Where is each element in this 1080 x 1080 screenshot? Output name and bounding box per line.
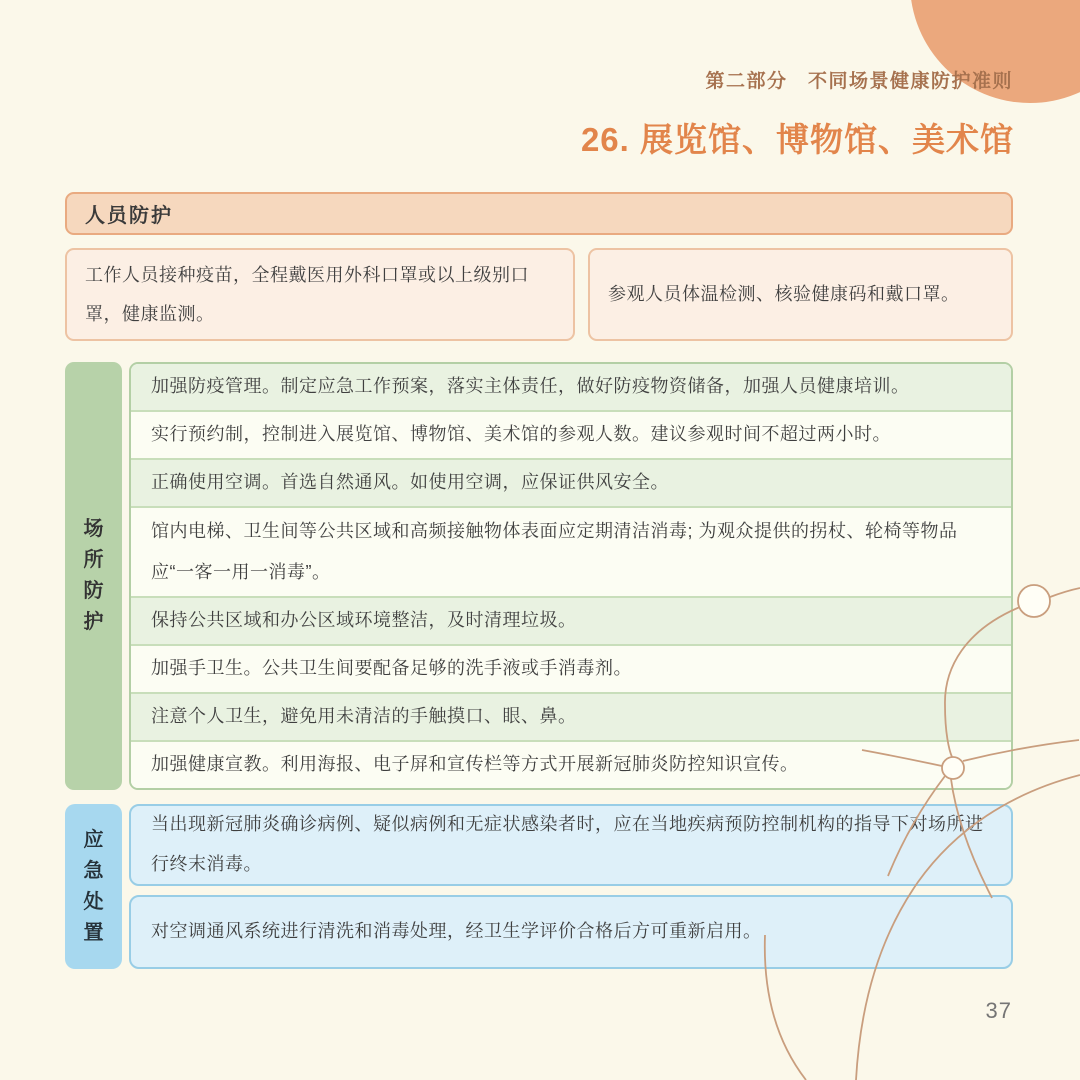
section-emergency-label: 应急处置: [83, 828, 104, 944]
venue-rule-text: 馆内电梯、卫生间等公共区域和高频接触物体表面应定期清洁消毒; 为观众提供的拐杖、轮椅等物品应“一客一用一消毒”。: [151, 520, 958, 582]
section-emergency-label-box: [65, 804, 122, 969]
venue-rule-text: 加强防疫管理。制定应急工作预案，落实主体责任，做好防疫物资储备，加强人员健康培训。: [151, 376, 910, 397]
venue-rule-text: 注意个人卫生，避免用未清洁的手触摸口、眼、鼻。: [151, 706, 577, 727]
emergency-rule-text: 当出现新冠肺炎确诊病例、疑似病例和无症状感染者时，应在当地疾病预防控制机构的指导下对场所进行终末消毒。: [151, 814, 984, 874]
venue-rule-row: [131, 506, 1011, 596]
venue-rule-row: [131, 410, 1011, 458]
venue-rule-row: [131, 364, 1011, 410]
emergency-rule-row: [129, 895, 1013, 969]
section-venue-label: 场所防护: [83, 518, 104, 633]
venue-rule-row: [131, 458, 1011, 506]
emergency-rule-row: [129, 804, 1013, 886]
personnel-boxes: [65, 248, 1013, 341]
venue-rule-row: [131, 740, 1011, 788]
section-venue: [65, 362, 1013, 790]
emergency-rules: [129, 804, 1013, 969]
page-number: 37: [985, 998, 1012, 1023]
personnel-item: [588, 248, 1013, 341]
section-personnel-header: [65, 192, 1013, 235]
venue-rule-text: 加强手卫生。公共卫生间要配备足够的洗手液或手消毒剂。: [151, 658, 632, 679]
emergency-rule-text: 对空调通风系统进行清洗和消毒处理，经卫生学评价合格后方可重新启用。: [151, 921, 762, 942]
personnel-item-text: 参观人员体温检测、核验健康码和戴口罩。: [608, 284, 960, 305]
venue-rule-text: 正确使用空调。首选自然通风。如使用空调，应保证供风安全。: [151, 472, 669, 493]
venue-rules-table: [129, 362, 1013, 790]
part-header: 第二部分 不同场景健康防护准则: [705, 71, 1013, 92]
personnel-item-text: 工作人员接种疫苗，全程戴医用外科口罩或以上级别口罩，健康监测。: [85, 264, 529, 324]
venue-rule-text: 保持公共区域和办公区域环境整洁，及时清理垃圾。: [151, 610, 577, 631]
section-emergency: [65, 804, 1013, 969]
section-venue-label-box: [65, 362, 122, 790]
venue-rule-text: 实行预约制，控制进入展览馆、博物馆、美术馆的参观人数。建议参观时间不超过两小时。: [151, 424, 891, 445]
venue-rule-row: [131, 692, 1011, 740]
venue-rule-text: 加强健康宣教。利用海报、电子屏和宣传栏等方式开展新冠肺炎防控知识宣传。: [151, 754, 799, 775]
venue-rule-row: [131, 644, 1011, 692]
section-personnel-label: 人员防护: [85, 205, 173, 227]
personnel-item: [65, 248, 575, 341]
page-title: 26. 展览馆、博物馆、美术馆: [580, 121, 1014, 158]
venue-rule-row: [131, 596, 1011, 644]
